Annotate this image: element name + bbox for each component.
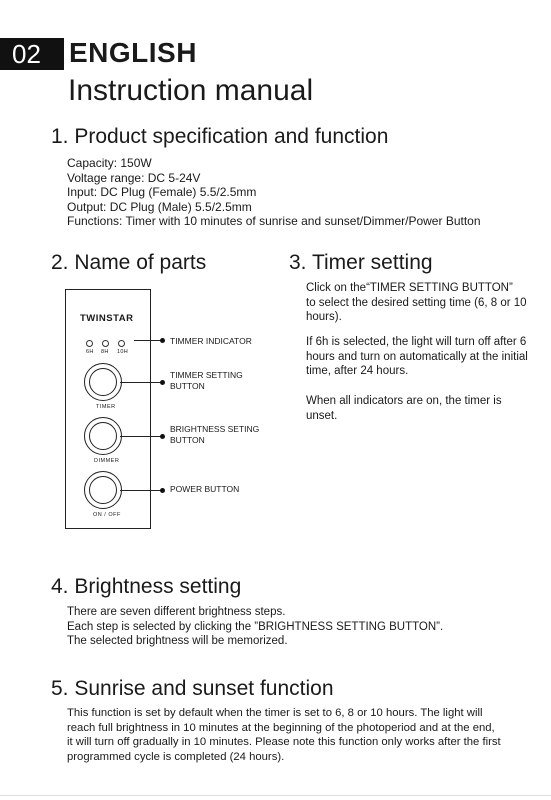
- section-5-heading: 5. Sunrise and sunset function: [51, 677, 334, 700]
- leader-line-power: [120, 490, 162, 491]
- led-label-10h: 10H: [117, 349, 128, 355]
- leader-dot-power: [160, 488, 165, 493]
- page-number: 02: [0, 38, 64, 70]
- spec-functions: Functions: Timer with 10 minutes of sunrise and sunset/Dimmer/Power Button: [67, 214, 481, 228]
- leader-dot-timer: [160, 380, 165, 385]
- timer-para-2: If 6h is selected, the light will turn off after 6 hours and turn on automatically at the initial time, after 24 hours.: [306, 336, 528, 377]
- led-6h-icon: [86, 340, 93, 347]
- knob-label-dimmer: DIMMER: [94, 458, 120, 464]
- knob-label-timer: TIMER: [96, 404, 116, 410]
- spec-output: Output: DC Plug (Male) 5.5/2.5mm: [67, 199, 252, 214]
- spec-capacity: Capacity: 150W: [67, 156, 152, 170]
- led-label-6h: 6H: [86, 349, 94, 355]
- section-1-heading: 1. Product specification and function: [51, 125, 389, 148]
- leader-dot-indicator: [160, 338, 165, 343]
- leader-line-brightness: [120, 436, 162, 437]
- spec-voltage: Voltage range: DC 5-24V: [67, 170, 201, 185]
- led-10h-icon: [118, 340, 125, 347]
- timer-knob: [84, 363, 122, 401]
- leader-line-indicator: [134, 340, 162, 341]
- dimmer-knob: [84, 417, 122, 455]
- section-4-heading: 4. Brightness setting: [51, 575, 242, 598]
- spec-list: [67, 156, 481, 229]
- leader-line-timer: [120, 382, 162, 383]
- power-knob: [84, 471, 122, 509]
- page-bottom-rule: [0, 795, 551, 796]
- spec-input: Input: DC Plug (Female) 5.5/2.5mm: [67, 185, 257, 199]
- leader-dot-brightness: [160, 434, 165, 439]
- timer-para-3: When all indicators are on, the timer is unset.: [306, 395, 502, 422]
- sunrise-text: This function is set by default when the timer is set to 6, 8 or 10 hours. The light will reach full brightness in 10 minutes at the beginning of the photoperiod and at the end, it will turn off gradually in 10 minutes. Please note this function only works after the first programmed cycle is completed (24 hours).: [67, 707, 501, 763]
- section-2-heading: 2. Name of parts: [51, 251, 207, 274]
- callout-power: POWER BUTTON: [170, 484, 240, 494]
- callout-timer-setting: TIMMER SETTING BUTTON: [170, 370, 243, 391]
- page-title: Instruction manual: [68, 74, 314, 107]
- section-3-heading: 3. Timer setting: [289, 251, 433, 274]
- brightness-text: There are seven different brightness steps. Each step is selected by clicking the ”BRIGHTNESS SETTING BUTTON”. The selected brightness will be memorized.: [67, 606, 444, 647]
- timer-para-1: Click on the“TIMER SETTING BUTTON” to select the desired setting time (6, 8 or 10 hours).: [306, 282, 527, 323]
- led-label-8h: 8H: [101, 349, 109, 355]
- brand-logo: TWINSTAR: [80, 313, 134, 324]
- led-8h-icon: [102, 340, 109, 347]
- knob-label-on-off: ON / OFF: [93, 512, 121, 518]
- callout-brightness-setting: BRIGHTNESS SETING BUTTON: [170, 424, 260, 445]
- callout-timer-indicator: TIMMER INDICATOR: [170, 336, 252, 346]
- language-heading: ENGLISH: [69, 37, 197, 68]
